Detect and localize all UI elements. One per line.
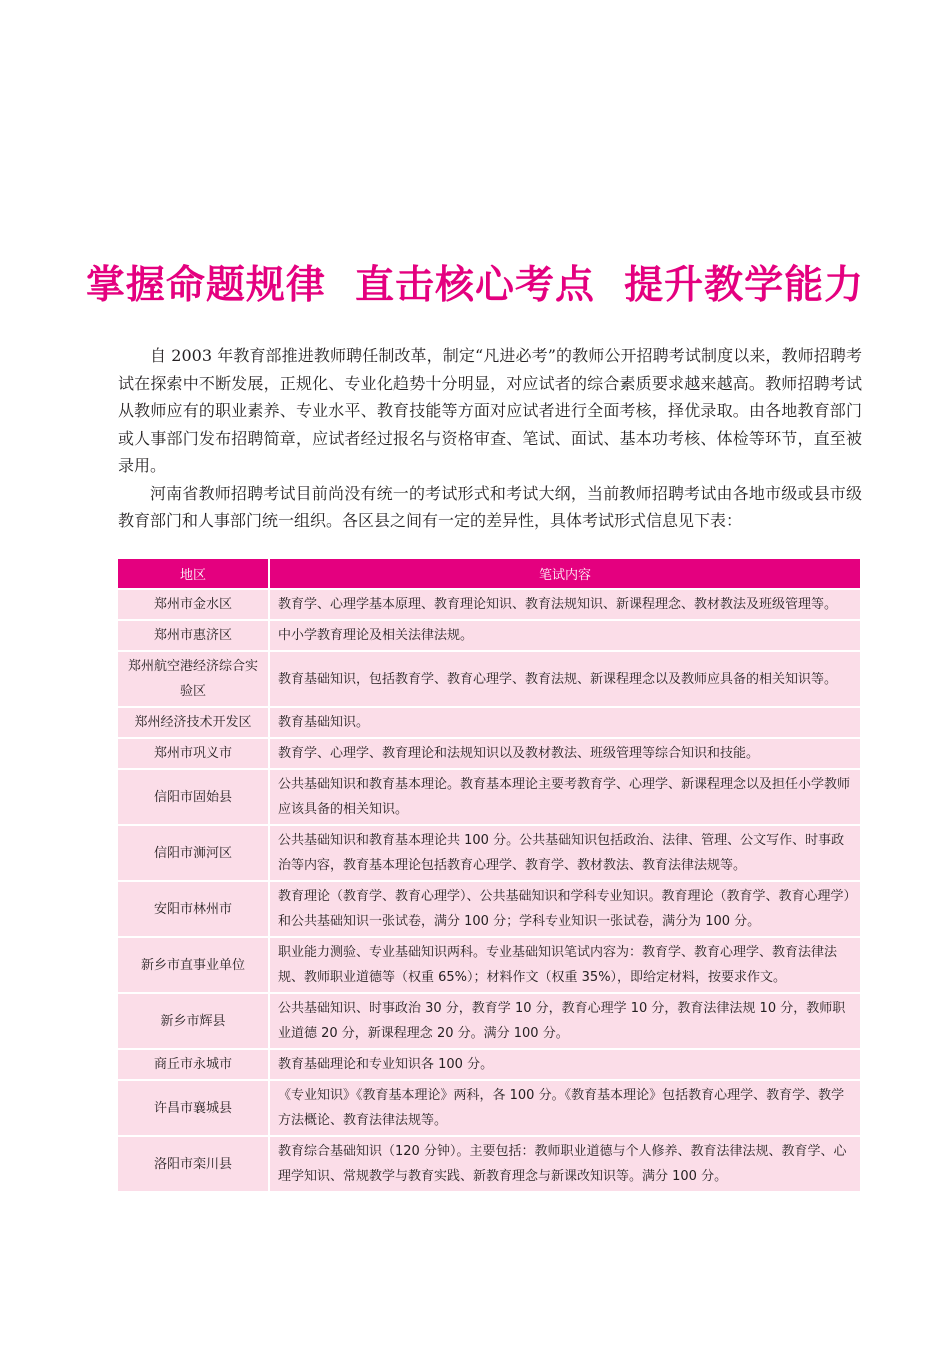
content-cell: 公共基础知识和教育基本理论共 100 分。公共基础知识包括政治、法律、管理、公文写作、时事政治等内容，教育基本理论包括教育心理学、教育学、教材教法、教育法律法规等。: [269, 825, 860, 881]
table-row: [118, 738, 860, 769]
region-cell: 信阳市固始县: [118, 769, 269, 825]
region-cell: 郑州市巩义市: [118, 738, 269, 769]
table-row: [118, 651, 860, 707]
content-cell: 教育学、心理学、教育理论和法规知识以及教材教法、班级管理等综合知识和技能。: [269, 738, 860, 769]
region-cell: 郑州市金水区: [118, 589, 269, 620]
content-cell: 教育基础知识。: [269, 707, 860, 738]
content-cell: 公共基础知识和教育基本理论。教育基本理论主要考教育学、心理学、新课程理念以及担任小学教师应该具备的相关知识。: [269, 769, 860, 825]
header-content: 笔试内容: [269, 559, 860, 589]
content-cell: 教育学、心理学基本原理、教育理论知识、教育法规知识、新课程理念、教材教法及班级管理等。: [269, 589, 860, 620]
content-cell: 教育基础理论和专业知识各 100 分。: [269, 1049, 860, 1080]
region-cell: 许昌市襄城县: [118, 1080, 269, 1136]
table-row: [118, 620, 860, 651]
region-cell: 郑州市惠济区: [118, 620, 269, 651]
table-row: [118, 707, 860, 738]
page-headline: 掌握命题规律 直击核心考点 提升教学能力: [85, 263, 865, 309]
region-cell: 新乡市辉县: [118, 993, 269, 1049]
content-cell: 职业能力测验、专业基础知识两科。专业基础知识笔试内容为：教育学、教育心理学、教育法律法规、教师职业道德等（权重 65%）；材料作文（权重 35%），即给定材料，按要求作文。: [269, 937, 860, 993]
region-cell: 洛阳市栾川县: [118, 1136, 269, 1191]
exam-info-table: [118, 559, 860, 1191]
table-row: [118, 769, 860, 825]
table-row: [118, 1136, 860, 1191]
table-row: [118, 589, 860, 620]
region-cell: 商丘市永城市: [118, 1049, 269, 1080]
table-row: [118, 881, 860, 937]
content-cell: 教育理论（教育学、教育心理学）、公共基础知识和学科专业知识。教育理论（教育学、教育心理学）和公共基础知识一张试卷，满分 100 分；学科专业知识一张试卷，满分为 100 分。: [269, 881, 860, 937]
content-cell: 教育基础知识，包括教育学、教育心理学、教育法规、新课程理念以及教师应具备的相关知识等。: [269, 651, 860, 707]
content-cell: 《专业知识》《教育基本理论》两科，各 100 分。《教育基本理论》包括教育心理学、教育学、教学方法概论、教育法律法规等。: [269, 1080, 860, 1136]
intro-text: [118, 342, 862, 535]
region-cell: 新乡市直事业单位: [118, 937, 269, 993]
content-cell: 中小学教育理论及相关法律法规。: [269, 620, 860, 651]
content-cell: 公共基础知识、时事政治 30 分，教育学 10 分，教育心理学 10 分，教育法律法规 10 分，教师职业道德 20 分，新课程理念 20 分。满分 100 分。: [269, 993, 860, 1049]
table-header: [118, 559, 860, 589]
table-row: [118, 825, 860, 881]
region-cell: 信阳市浉河区: [118, 825, 269, 881]
header-region: 地区: [118, 559, 269, 589]
table-row: [118, 1080, 860, 1136]
intro-paragraph: 河南省教师招聘考试目前尚没有统一的考试形式和考试大纲，当前教师招聘考试由各地市级或县市级教育部门和人事部门统一组织。各区县之间有一定的差异性，具体考试形式信息见下表：: [118, 483, 862, 530]
content-cell: 教育综合基础知识（120 分钟）。主要包括：教师职业道德与个人修养、教育法律法规、教育学、心理学知识、常规教学与教育实践、新教育理念与新课改知识等。满分 100 分。: [269, 1136, 860, 1191]
table-header-row: [118, 559, 860, 589]
table-body: [118, 589, 860, 1191]
table-row: [118, 1049, 860, 1080]
table-row: [118, 993, 860, 1049]
intro-paragraph: 自 2003 年教育部推进教师聘任制改革，制定“凡进必考”的教师公开招聘考试制度以来，教师招聘考试在探索中不断发展，正规化、专业化趋势十分明显，对应试者的综合素质要求越来越高。教师招聘考试从教师应有的职业素养、专业水平、教育技能等方面对应试者进行全面考核，择优录取。由各地教育部门或人事部门发布招聘简章，应试者经过报名与资格审查、笔试、面试、基本功考核、体检等环节，直至被录用。: [118, 346, 862, 475]
region-cell: 郑州经济技术开发区: [118, 707, 269, 738]
region-cell: 安阳市林州市: [118, 881, 269, 937]
table-row: [118, 937, 860, 993]
exam-info-table-container: [118, 559, 860, 1191]
region-cell: 郑州航空港经济综合实验区: [118, 651, 269, 707]
